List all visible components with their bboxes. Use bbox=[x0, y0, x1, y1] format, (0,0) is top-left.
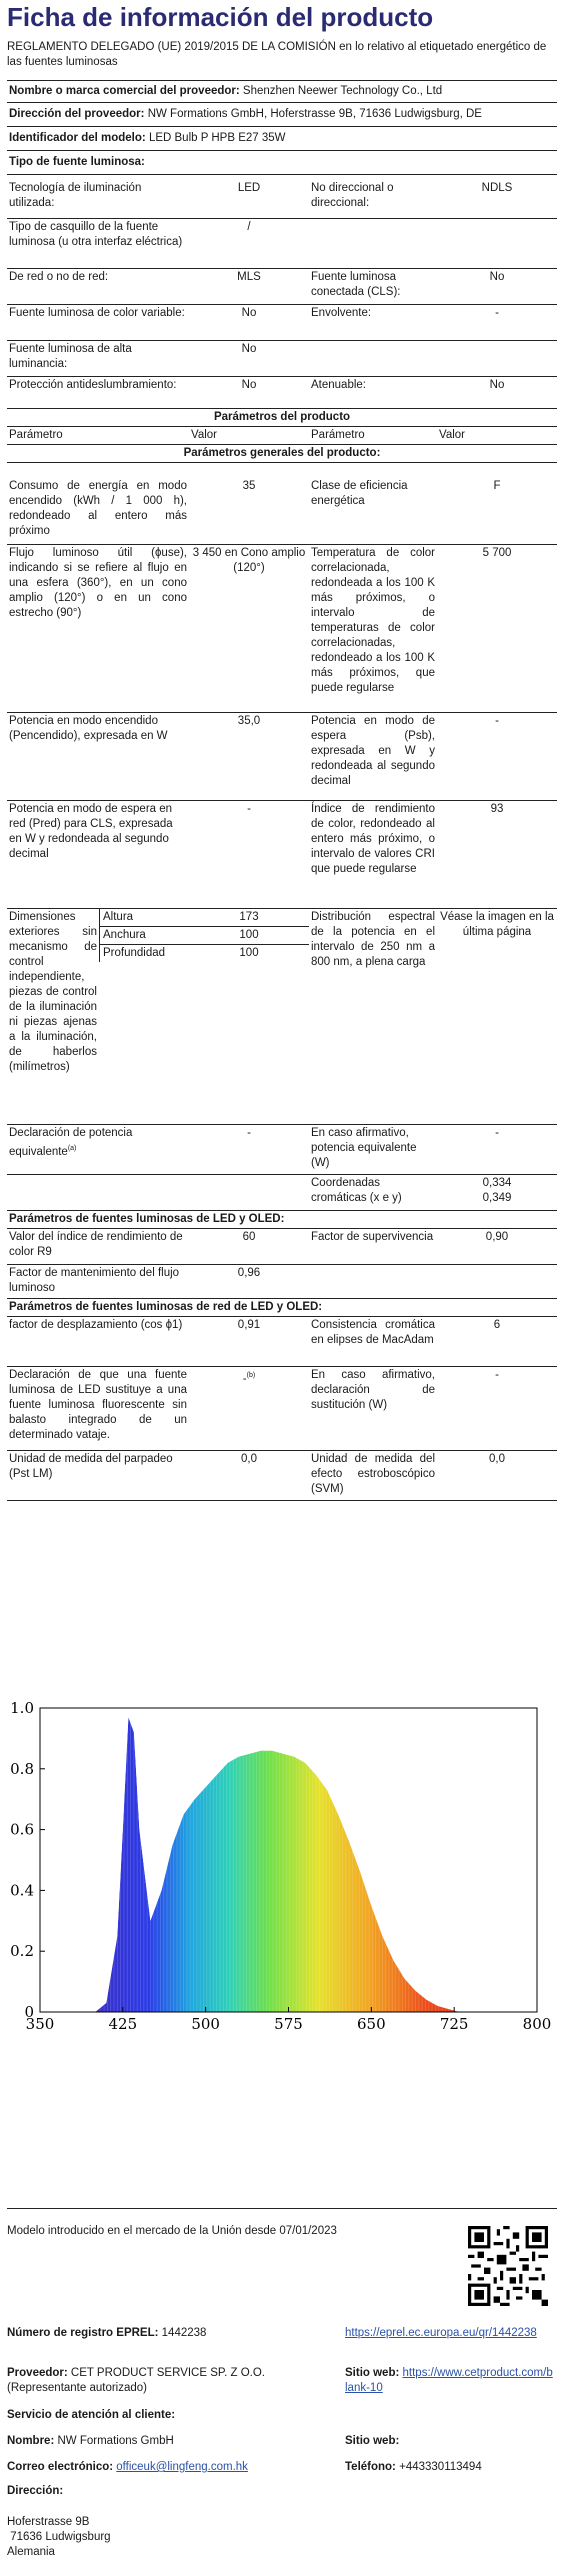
type-label bbox=[309, 340, 437, 376]
chroma-value: 0,334 0,349 bbox=[437, 1174, 557, 1210]
email-link[interactable]: officeuk@lingfeng.com.hk bbox=[116, 2461, 248, 2473]
eprel-label: Número de registro EPREL: bbox=[7, 2327, 159, 2339]
general-row bbox=[7, 712, 557, 800]
type-value: No bbox=[189, 376, 309, 408]
model-id-label: Identificador del modelo: bbox=[9, 132, 146, 144]
value-head: Valor bbox=[189, 426, 309, 444]
mains-row bbox=[7, 1316, 557, 1366]
mains-value: -$^{(b)}$ bbox=[189, 1366, 309, 1450]
mains-value: 0,0 bbox=[437, 1450, 557, 1500]
email-row bbox=[7, 2460, 248, 2475]
dims-key: Anchura bbox=[99, 927, 189, 945]
led-value: 0,90 bbox=[437, 1228, 557, 1264]
dims-values bbox=[189, 908, 309, 1124]
equiv-label: Declaración de potencia equivalente$^{(a)}$ bbox=[7, 1124, 189, 1174]
supplier-address-label: Dirección del proveedor: bbox=[9, 108, 145, 120]
y-tick-label: 1.0 bbox=[10, 1699, 34, 1717]
general-label: Clase de eficiencia energética bbox=[309, 478, 437, 544]
page-title: Ficha de información del producto bbox=[7, 2, 434, 32]
phone-label: Teléfono: bbox=[345, 2461, 396, 2473]
address-block bbox=[7, 2500, 111, 2560]
email-label: Correo electrónico: bbox=[7, 2461, 114, 2473]
type-value: NDLS bbox=[437, 180, 557, 218]
general-label: Consumo de energía en modo encendido (kWh / 1 000 h), redondeado al entero más próximo bbox=[7, 478, 189, 544]
type-value: No bbox=[189, 304, 309, 340]
led-row bbox=[7, 1264, 557, 1298]
equiv-value: - bbox=[189, 1124, 309, 1174]
dims-cell bbox=[7, 908, 189, 1124]
general-value: 93 bbox=[437, 800, 557, 908]
supplier-address-value: NW Formations GmbH, Hoferstrasse 9B, 71636 Ludwigsburg, DE bbox=[147, 108, 482, 120]
x-tick-label: 425 bbox=[108, 2015, 138, 2033]
supplier-name-label: Nombre o marca comercial del proveedor: bbox=[9, 85, 240, 97]
led-title-row bbox=[7, 1210, 557, 1228]
type-header-row bbox=[7, 151, 557, 175]
mains-title-row bbox=[7, 1298, 557, 1316]
spectral-label: Distribución espectral de la potencia en el intervalo de 250 nm a 800 nm, a plena carga bbox=[309, 908, 437, 1124]
y-tick-label: 0.4 bbox=[10, 1881, 34, 1900]
general-label: Potencia en modo de espera (Psb), expresada en W y redondeada al segundo decimal bbox=[309, 712, 437, 800]
type-label: Fuente luminosa de color variable: bbox=[7, 304, 189, 340]
type-row bbox=[7, 340, 557, 376]
chroma-row bbox=[7, 1174, 557, 1210]
mains-label: Unidad de medida del efecto estroboscópico (SVM) bbox=[309, 1450, 437, 1500]
type-value: LED bbox=[189, 180, 309, 218]
x-tick-label: 650 bbox=[357, 2015, 386, 2033]
led-label: Valor del índice de rendimiento de color R9 bbox=[7, 1228, 189, 1264]
general-label: Potencia en modo encendido (Pencendido), expresada en W bbox=[7, 712, 189, 800]
qr-code-icon[interactable] bbox=[468, 2226, 548, 2306]
params-title-row bbox=[7, 408, 557, 426]
dims-label: Dimensiones exteriores sin mecanismo de control independiente, piezas de control de la iluminación ni piezas ajenas a la iluminación, de haberlos (milímetros) bbox=[9, 910, 97, 1073]
provider-label: Proveedor: bbox=[7, 2367, 68, 2379]
mains-label: factor de desplazamiento (cos ϕ1) bbox=[7, 1316, 189, 1366]
address-line: Alemania bbox=[7, 2546, 55, 2558]
general-value: F bbox=[437, 478, 557, 544]
equiv-row bbox=[7, 1124, 557, 1174]
phone-row bbox=[345, 2460, 482, 2475]
dims-row bbox=[7, 908, 557, 1124]
type-label: Protección antideslumbramiento: bbox=[7, 376, 189, 408]
mains-row bbox=[7, 1450, 557, 1500]
empty-cell bbox=[7, 1174, 189, 1210]
x-tick-label: 575 bbox=[274, 2015, 303, 2033]
general-value: 35,0 bbox=[189, 712, 309, 800]
dims-value: 100 bbox=[189, 927, 309, 945]
regulation-subtitle: REGLAMENTO DELEGADO (UE) 2019/2015 DE LA COMISIÓN en lo relativo al etiquetado energético de las fuentes luminosas bbox=[7, 41, 547, 68]
phone-value: +443330113494 bbox=[399, 2461, 482, 2473]
type-value: No bbox=[437, 268, 557, 304]
params-title: Parámetros del producto bbox=[7, 408, 557, 426]
dims-key: Altura bbox=[99, 909, 189, 927]
address-line: 71636 Ludwigsburg bbox=[7, 2531, 111, 2543]
website-label: Sitio web: bbox=[345, 2367, 400, 2379]
dims-value: 173 bbox=[189, 909, 309, 927]
led-value: 0,96 bbox=[189, 1264, 309, 1298]
general-value: 5 700 bbox=[437, 544, 557, 712]
general-row bbox=[7, 544, 557, 712]
contact-name-label: Nombre: bbox=[7, 2435, 55, 2447]
supplier-name-value: Shenzhen Neewer Technology Co., Ltd bbox=[242, 85, 443, 97]
general-value: - bbox=[189, 800, 309, 908]
type-value: - bbox=[437, 304, 557, 340]
general-row bbox=[7, 478, 557, 544]
general-title: Parámetros generales del producto: bbox=[7, 444, 557, 462]
y-tick-label: 0.6 bbox=[10, 1820, 34, 1839]
x-tick-label: 725 bbox=[439, 2015, 469, 2033]
contact-name-value: NW Formations GmbH bbox=[57, 2435, 174, 2447]
provider-value: CET PRODUCT SERVICE SP. Z O.O. (Representante autorizado) bbox=[7, 2367, 265, 2394]
x-tick-label: 500 bbox=[191, 2015, 220, 2033]
dims-value: 100 bbox=[239, 946, 259, 959]
general-label: Temperatura de color correlacionada, redondeada a los 100 K más próximos, o intervalo de temperaturas de color correlacionadas, redondeado a los 100 K más próximos, que puede regularse bbox=[309, 544, 437, 712]
type-label: Fuente luminosa de alta luminancia: bbox=[7, 340, 189, 376]
dims-keys bbox=[99, 909, 189, 1076]
general-title-row bbox=[7, 444, 557, 462]
param-head: Parámetro bbox=[309, 426, 437, 444]
eprel-value: 1442238 bbox=[161, 2327, 207, 2339]
type-label: No direccional o direccional: bbox=[309, 180, 437, 218]
mains-row bbox=[7, 1366, 557, 1450]
type-label: Atenuable: bbox=[309, 376, 437, 408]
footer-divider bbox=[7, 2208, 557, 2209]
type-value: / bbox=[189, 218, 309, 268]
mains-value: 6 bbox=[437, 1316, 557, 1366]
led-value: 60 bbox=[189, 1228, 309, 1264]
y-tick-label: 0 bbox=[24, 2003, 34, 2021]
y-tick-label: 0.8 bbox=[10, 1759, 34, 1778]
x-tick-label: 350 bbox=[25, 2015, 55, 2033]
supplier-table bbox=[7, 80, 557, 175]
type-row bbox=[7, 268, 557, 304]
type-row bbox=[7, 304, 557, 340]
type-value bbox=[437, 218, 557, 268]
chroma-label: Coordenadas cromáticas (x e y) bbox=[309, 1174, 437, 1210]
type-label: Tecnología de iluminación utilizada: bbox=[7, 180, 189, 218]
type-table bbox=[7, 180, 557, 463]
type-header: Tipo de fuente luminosa: bbox=[9, 156, 145, 168]
eprel-row bbox=[7, 2326, 206, 2341]
equiv-value-2: - bbox=[437, 1124, 557, 1174]
address-line: Hoferstrasse 9B bbox=[7, 2516, 90, 2528]
service-website-label: Sitio web: bbox=[345, 2435, 400, 2447]
x-tick-label: 800 bbox=[522, 2015, 552, 2033]
contact-name-row bbox=[7, 2434, 174, 2449]
general-value: 35 bbox=[189, 478, 309, 544]
led-row bbox=[7, 1228, 557, 1264]
general-label: Índice de rendimiento de color, redondeado al entero más próximo, o intervalo de valores CRI que puede regularse bbox=[309, 800, 437, 908]
type-value bbox=[437, 340, 557, 376]
param-head-row bbox=[7, 426, 557, 444]
type-value: MLS bbox=[189, 268, 309, 304]
type-value: No bbox=[189, 340, 309, 376]
type-label bbox=[309, 218, 437, 268]
general-row bbox=[7, 800, 557, 908]
type-row bbox=[7, 180, 557, 218]
mains-title: Parámetros de fuentes luminosas de red de LED y OLED: bbox=[7, 1298, 557, 1316]
general-label: Flujo luminoso útil (ϕuse), indicando si se refiere al flujo en una esfera (360°), en un cono amplio (120°) o en un cono estrecho (90°) bbox=[7, 544, 189, 712]
mains-value: 0,0 bbox=[189, 1450, 309, 1500]
supplier-row bbox=[7, 81, 557, 103]
mains-value: - bbox=[437, 1366, 557, 1450]
led-value bbox=[437, 1264, 557, 1298]
eprel-link[interactable]: https://eprel.ec.europa.eu/qr/1442238 bbox=[345, 2327, 537, 2339]
general-value: 3 450 en Cono amplio (120°) bbox=[189, 544, 309, 712]
param-head: Parámetro bbox=[7, 426, 189, 444]
supplier-row bbox=[7, 127, 557, 151]
mains-label: Unidad de medida del parpadeo (Pst LM) bbox=[7, 1450, 189, 1500]
type-value: No bbox=[437, 376, 557, 408]
type-label: Tipo de casquillo de la fuente luminosa (u otra interfaz eléctrica) bbox=[7, 218, 189, 268]
dims-key: Profundidad bbox=[99, 945, 189, 962]
address-label: Dirección: bbox=[7, 2485, 64, 2497]
equiv-label-2: En caso afirmativo, potencia equivalente (W) bbox=[309, 1124, 437, 1174]
spectral-distribution-chart bbox=[0, 1690, 565, 2050]
website-link[interactable]: https://www.cetproduct.com/blank-10 bbox=[345, 2367, 553, 2394]
type-label: Envolvente: bbox=[309, 304, 437, 340]
general-value: - bbox=[437, 712, 557, 800]
mains-label: En caso afirmativo, declaración de sustitución (W) bbox=[309, 1366, 437, 1450]
supplier-row bbox=[7, 103, 557, 127]
led-label: Factor de mantenimiento del flujo luminoso bbox=[7, 1264, 189, 1298]
mains-label: Declaración de que una fuente luminosa de LED sustituye a una fuente luminosa fluorescente sin balasto integrado de un determinado vataje. bbox=[7, 1366, 189, 1450]
type-row bbox=[7, 376, 557, 408]
type-row bbox=[7, 218, 557, 268]
general-label: Potencia en modo de espera en red (Pred) para CLS, expresada en W y redondeada al segundo decimal bbox=[7, 800, 189, 908]
value-head: Valor bbox=[437, 426, 557, 444]
mains-value: 0,91 bbox=[189, 1316, 309, 1366]
market-intro: Modelo introducido en el mercado de la Unión desde 07/01/2023 bbox=[7, 2225, 337, 2237]
type-label: Fuente luminosa conectada (CLS): bbox=[309, 268, 437, 304]
empty-cell bbox=[189, 1174, 309, 1210]
provider-row bbox=[7, 2366, 337, 2396]
general-table bbox=[7, 478, 557, 1501]
led-label bbox=[309, 1264, 437, 1298]
customer-service-heading: Servicio de atención al cliente: bbox=[7, 2409, 176, 2421]
model-id-value: LED Bulb P HPB E27 35W bbox=[148, 132, 286, 144]
website-row bbox=[345, 2366, 555, 2396]
spectral-value: Véase la imagen en la última página bbox=[437, 908, 557, 1124]
led-label: Factor de supervivencia bbox=[309, 1228, 437, 1264]
y-tick-label: 0.2 bbox=[10, 1942, 34, 1961]
type-label: De red o no de red: bbox=[7, 268, 189, 304]
mains-label: Consistencia cromática en elipses de MacAdam bbox=[309, 1316, 437, 1366]
led-title: Parámetros de fuentes luminosas de LED y OLED: bbox=[7, 1210, 557, 1228]
